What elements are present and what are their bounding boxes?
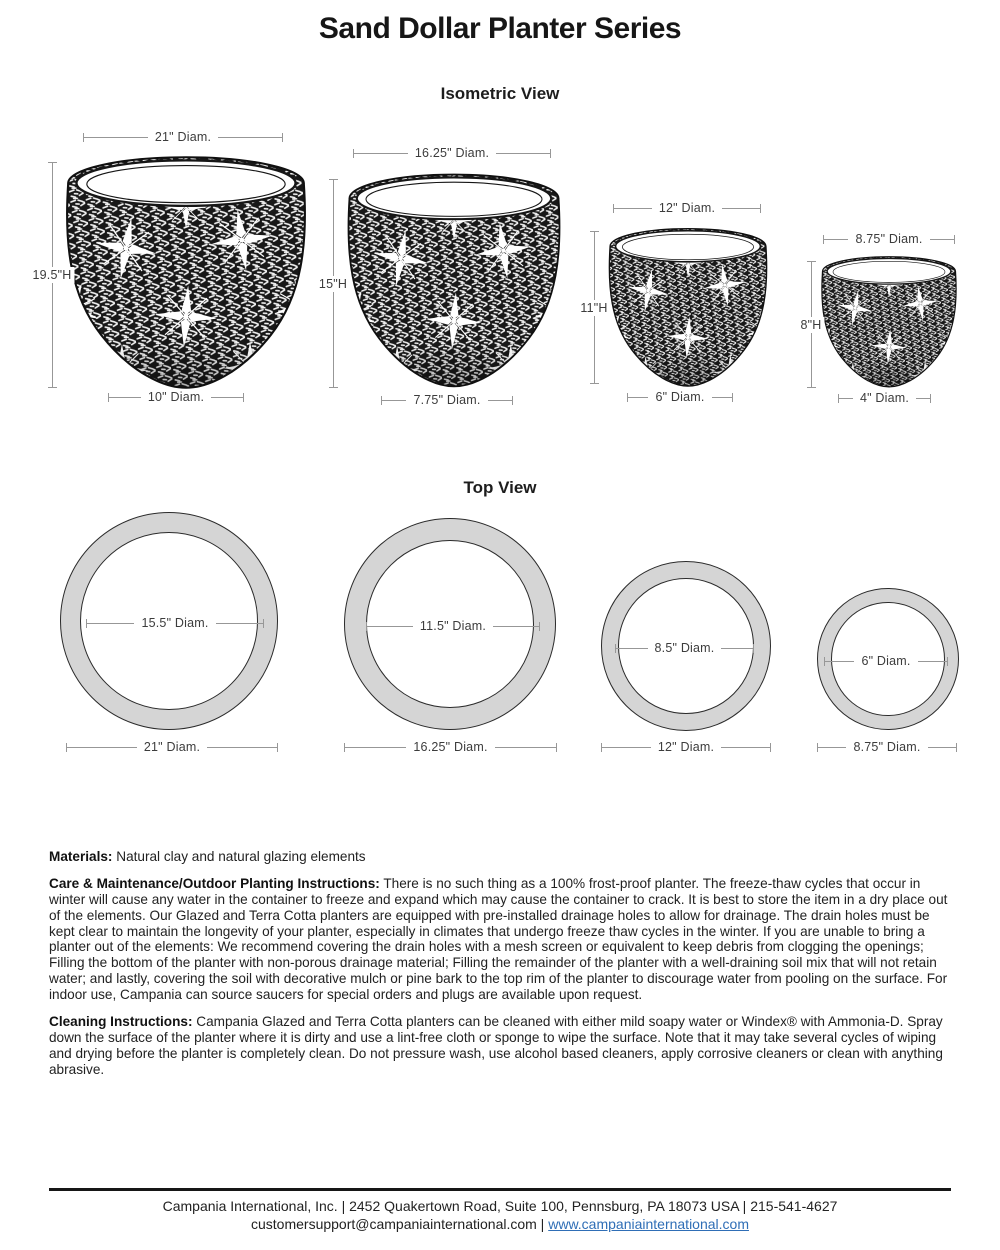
dim-tick xyxy=(760,204,761,213)
dim-label-height-2: 15"H xyxy=(316,276,350,292)
dim-height-planter-4 xyxy=(800,261,822,388)
dim-label-inner-1: 15.5" Diam. xyxy=(141,615,209,630)
dim-tick xyxy=(956,743,957,752)
dim-line xyxy=(211,397,243,398)
dim-label-top-diam-4: 8.75" Diam. xyxy=(855,231,923,246)
dim-tick xyxy=(947,657,948,666)
dim-tick xyxy=(512,396,513,405)
dim-label-top-diam-1: 21" Diam. xyxy=(154,129,212,144)
dim-tick xyxy=(550,149,551,158)
dim-label-top-diam-3: 12" Diam. xyxy=(658,200,716,215)
dim-label-inner-4: 6" Diam. xyxy=(861,653,911,668)
dim-outer-circle-1 xyxy=(66,741,278,753)
dim-top-planter-1 xyxy=(83,131,283,143)
dim-tick xyxy=(277,743,278,752)
footer-email: customersupport@campaniainternational.com xyxy=(251,1216,537,1233)
dim-tick xyxy=(954,235,955,244)
dim-line xyxy=(616,648,648,649)
dim-line xyxy=(712,397,732,398)
dim-label-bottom-diam-1: 10" Diam. xyxy=(147,389,205,404)
dim-line xyxy=(614,208,652,209)
dim-tick xyxy=(282,133,283,142)
dim-line xyxy=(382,400,406,401)
dim-label-outer-2: 16.25" Diam. xyxy=(413,739,488,754)
dim-line xyxy=(930,239,954,240)
dim-line xyxy=(928,747,956,748)
dim-tick xyxy=(243,393,244,402)
dim-line xyxy=(825,661,854,662)
dim-line xyxy=(918,661,947,662)
dim-bottom-planter-1 xyxy=(108,391,244,403)
dim-line xyxy=(496,153,550,154)
dim-line xyxy=(493,626,539,627)
dim-line xyxy=(721,648,753,649)
info-text-block xyxy=(49,849,953,1089)
dim-line xyxy=(84,137,148,138)
dim-inner-circle-1 xyxy=(86,617,264,629)
dim-line xyxy=(207,747,277,748)
dim-height-planter-1 xyxy=(32,162,72,388)
dim-tick xyxy=(329,387,338,388)
page-title: Sand Dollar Planter Series xyxy=(318,12,682,45)
dim-line xyxy=(216,623,263,624)
planter-illustration-1 xyxy=(62,149,310,395)
dim-label-outer-1: 21" Diam. xyxy=(143,739,201,754)
footer-website-link[interactable]: www.campaniainternational.com xyxy=(548,1216,749,1233)
dim-label-bottom-diam-3: 6" Diam. xyxy=(655,389,705,404)
dim-line xyxy=(67,747,137,748)
dim-height-planter-2 xyxy=(318,179,348,388)
care-label: Care & Maintenance/Outdoor Planting Instructions: xyxy=(49,875,380,891)
dim-tick xyxy=(539,622,540,631)
dim-tick xyxy=(770,743,771,752)
dim-label-top-diam-2: 16.25" Diam. xyxy=(414,145,490,160)
dim-label-inner-3: 8.5" Diam. xyxy=(654,640,715,655)
dim-line xyxy=(824,239,848,240)
materials-label: Materials: xyxy=(49,849,113,864)
dim-line xyxy=(218,137,282,138)
dim-label-bottom-diam-4: 4" Diam. xyxy=(859,390,910,405)
dim-tick xyxy=(930,394,931,403)
footer-contact-line xyxy=(49,1215,951,1233)
dim-outer-circle-3 xyxy=(601,741,771,753)
dim-line xyxy=(367,626,413,627)
dim-line xyxy=(354,153,408,154)
care-paragraph xyxy=(49,876,953,1003)
dim-bottom-planter-2 xyxy=(381,394,513,406)
dim-label-height-1: 19.5"H xyxy=(30,267,75,283)
cleaning-paragraph xyxy=(49,1014,953,1078)
dim-line xyxy=(721,747,770,748)
dim-line xyxy=(87,623,134,624)
dim-label-outer-3: 12" Diam. xyxy=(657,739,715,754)
dim-line xyxy=(839,398,853,399)
dim-bottom-planter-3 xyxy=(627,391,733,403)
dim-tick xyxy=(263,619,264,628)
isometric-view-heading: Isometric View xyxy=(440,84,560,103)
materials-text: Natural clay and natural glazing elements xyxy=(112,849,366,864)
dim-line xyxy=(818,747,846,748)
dim-label-bottom-diam-2: 7.75" Diam. xyxy=(413,392,481,407)
footer-address-line: Campania International, Inc. | 2452 Quakertown Road, Suite 100, Pennsburg, PA 18073 USA | 215-541-4627 xyxy=(162,1198,838,1214)
planter-illustration-2 xyxy=(344,167,564,393)
dim-tick xyxy=(48,387,57,388)
dim-label-height-3: 11"H xyxy=(577,300,610,316)
dim-line xyxy=(602,747,651,748)
dim-line xyxy=(109,397,141,398)
dim-line xyxy=(345,747,406,748)
dim-inner-circle-3 xyxy=(615,642,754,654)
dim-label-inner-2: 11.5" Diam. xyxy=(419,618,487,633)
dim-top-planter-2 xyxy=(353,147,551,159)
dim-bottom-planter-4 xyxy=(838,392,931,404)
dim-outer-circle-4 xyxy=(817,741,957,753)
page-footer xyxy=(49,1188,951,1234)
planter-illustration-4 xyxy=(819,252,959,391)
dim-inner-circle-2 xyxy=(366,620,540,632)
dim-top-planter-4 xyxy=(823,233,955,245)
dim-tick xyxy=(807,387,816,388)
dim-tick xyxy=(556,743,557,752)
dim-line xyxy=(495,747,556,748)
dim-outer-circle-2 xyxy=(344,741,557,753)
dim-label-height-4: 8"H xyxy=(797,317,824,333)
top-view-heading: Top View xyxy=(463,478,537,497)
dim-line xyxy=(628,397,648,398)
dim-top-planter-3 xyxy=(613,202,761,214)
dim-height-planter-3 xyxy=(580,231,608,384)
dim-line xyxy=(722,208,760,209)
dim-line xyxy=(916,398,930,399)
dim-inner-circle-4 xyxy=(824,655,948,667)
dim-tick xyxy=(753,644,754,653)
dim-tick xyxy=(590,383,599,384)
dim-line xyxy=(488,400,512,401)
cleaning-label: Cleaning Instructions: xyxy=(49,1014,193,1030)
dim-label-outer-4: 8.75" Diam. xyxy=(853,739,921,754)
footer-separator: | xyxy=(536,1216,549,1233)
dim-tick xyxy=(732,393,733,402)
cleaning-text: Campania Glazed and Terra Cotta planters can be cleaned with either mild soapy water or Windex® with Ammonia-D. Spray down the surface of the planter where it is dirty and use a lint-free cloth or sponge to wipe the surface. Note that it may take several cycles of wiping and drying before the planter is completely clean. Do not pressure wash, use alcohol based cleaners, apply corrosive cleaners or clean with anything abrasive. xyxy=(49,1014,943,1077)
care-text: There is no such thing as a 100% frost-proof planter. The freeze-thaw cycles that occur in winter will cause any water in the container to freeze and expand which may cause the container to crack. It is best to store the item in a dry place out of the elements. Our Glazed and Terra Cotta planters are equipped with pre-installed drainage holes to allow for drainage. The drain holes must be kept clear to maintain the longevity of your planter, especially in climates that undergo freeze thaw cycles in the winter. If you are unable to bring a planter out of the elements: We recommend covering the drain holes with a mesh screen or equivalent to keep debris from clogging the openings; Filling the bottom of the planter with non-porous drainage material; Filling the remainder of the planter with a well-draining soil mix that will not retain water; and lastly, covering the soil with decorative mulch or pine bark to the top rim of the planter to discourage water from pooling on the surface. For indoor use, Campania can source saucers for special orders and plugs are available upon request. xyxy=(49,875,948,1003)
materials-paragraph xyxy=(49,849,953,865)
planter-illustration-3 xyxy=(606,223,770,391)
